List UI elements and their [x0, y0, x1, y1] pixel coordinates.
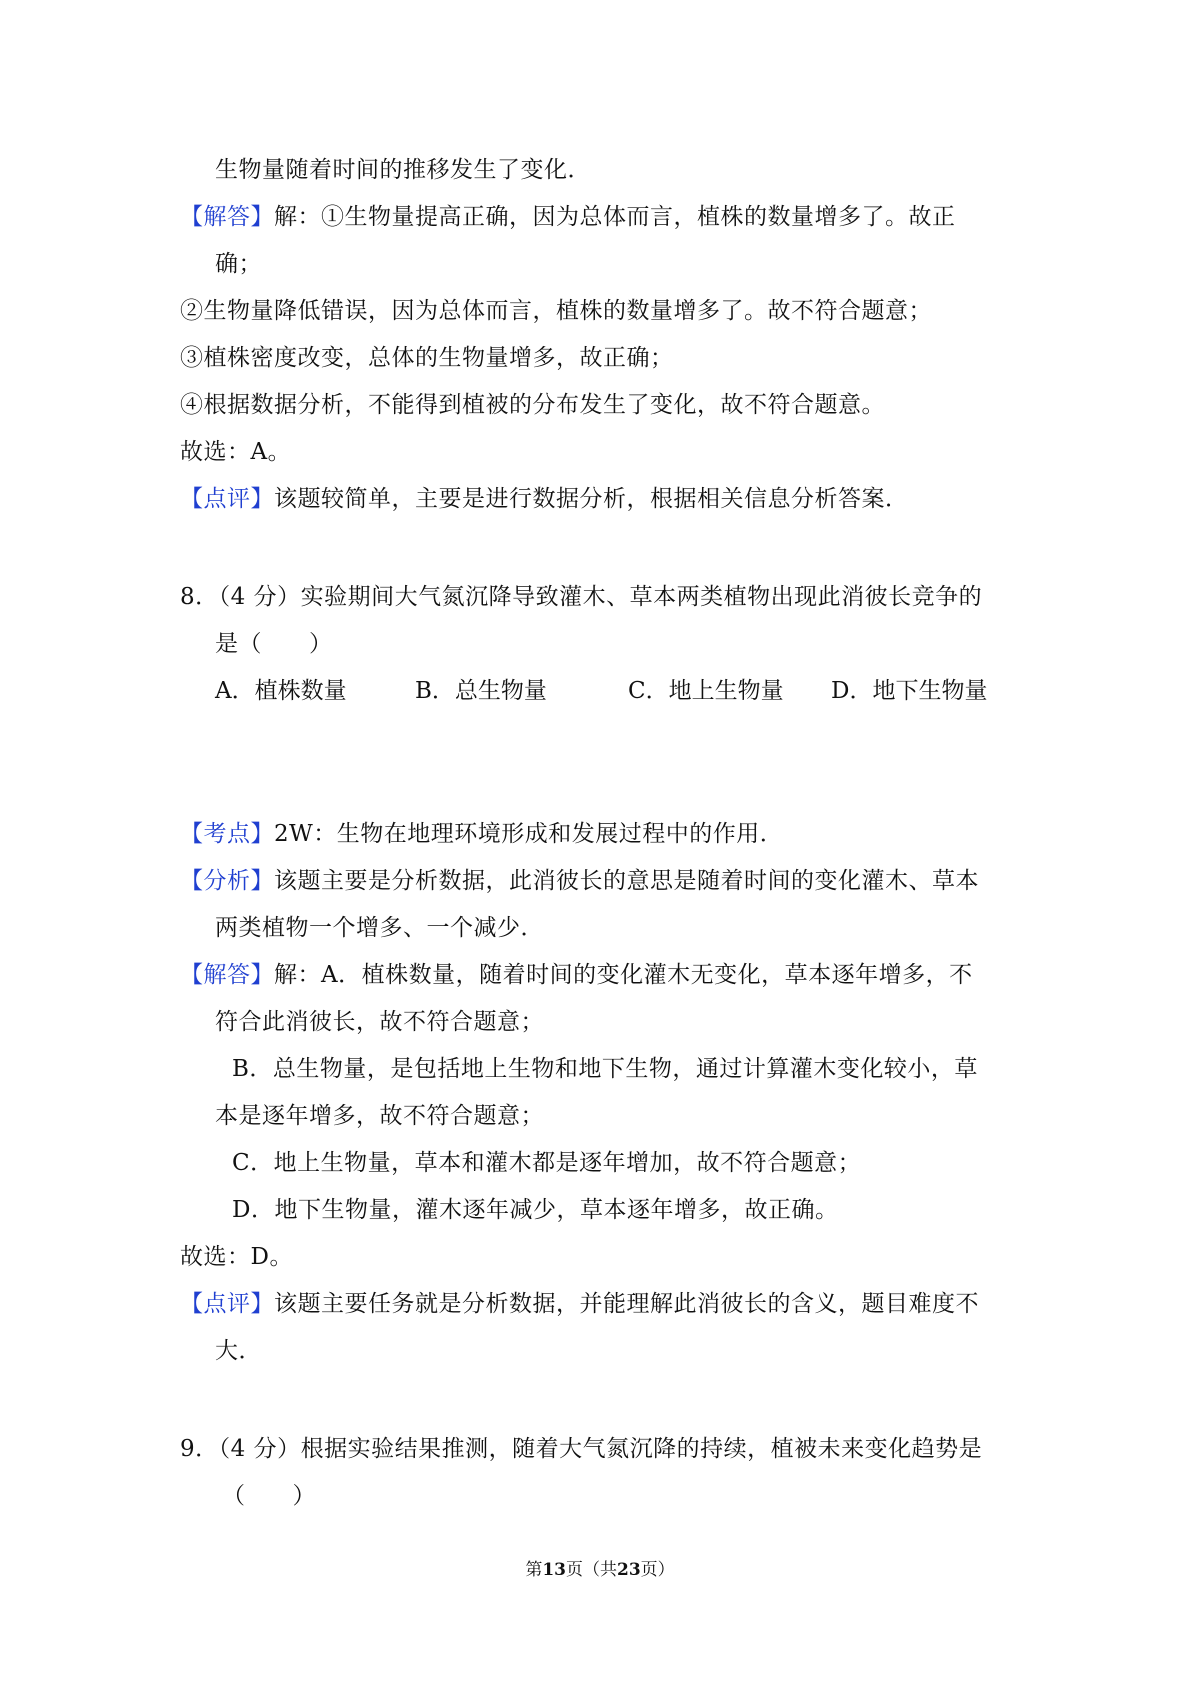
answer-tag: 【解答】	[180, 204, 274, 230]
answer-text: 确；	[215, 251, 262, 277]
comment-text: 大．	[215, 1338, 262, 1364]
footer-page-number: 13	[542, 1560, 566, 1580]
answer-line	[180, 388, 885, 422]
answer-line	[180, 294, 932, 328]
question-text: （ ）	[222, 1483, 316, 1509]
analysis-text: 生物量随着时间的推移发生了变化．	[215, 157, 591, 183]
footer-total-pages: 23	[617, 1560, 641, 1580]
answer-line	[180, 958, 973, 992]
comment-line	[180, 1287, 979, 1321]
comment-line	[215, 1334, 262, 1368]
question-9-stem	[180, 1432, 982, 1466]
comment-line	[180, 482, 909, 516]
question-text: 8．（4 分）实验期间大气氮沉降导致灌木、草本两类植物出现此消彼长竞争的	[180, 584, 983, 610]
option-b: B．总生物量	[415, 678, 547, 704]
question-text: 是（ ）	[215, 631, 333, 657]
comment-text: 该题较简单，主要是进行数据分析，根据相关信息分析答案．	[274, 486, 909, 512]
answer-text: D．地下生物量，灌木逐年减少，草本逐年增多，故正确。	[232, 1197, 839, 1223]
question-text: 9．（4 分）根据实验结果推测，随着大气氮沉降的持续，植被未来变化趋势是	[180, 1436, 983, 1462]
answer-text: ③植株密度改变，总体的生物量增多，故正确；	[180, 345, 674, 371]
answer-line	[215, 1005, 544, 1039]
answer-line	[180, 341, 674, 375]
answer-line	[232, 1052, 978, 1086]
footer-suffix: 页）	[640, 1560, 675, 1580]
choice-line	[180, 1240, 293, 1274]
fenxi-text: 两类植物一个增多、一个减少．	[215, 915, 544, 941]
footer-middle: 页（共	[566, 1560, 617, 1580]
answer-line	[180, 200, 956, 234]
analysis-continuation	[215, 153, 591, 187]
question-8-stem	[215, 627, 333, 661]
answer-text: 解：①生物量提高正确，因为总体而言，植株的数量增多了。故正	[274, 204, 956, 230]
footer-prefix: 第	[525, 1560, 543, 1580]
choice-text: 故选：A。	[180, 439, 292, 465]
fenxi-line	[215, 911, 544, 945]
page-footer	[0, 1558, 1200, 1582]
choice-line	[180, 435, 291, 469]
option-c: C．地上生物量	[628, 678, 784, 704]
answer-text: ②生物量降低错误，因为总体而言，植株的数量增多了。故不符合题意；	[180, 298, 932, 324]
answer-text: B．总生物量，是包括地上生物和地下生物，通过计算灌木变化较小，草	[232, 1056, 978, 1082]
answer-line	[232, 1146, 861, 1180]
answer-line	[215, 247, 262, 281]
question-9-stem	[222, 1479, 316, 1513]
fenxi-text: 该题主要是分析数据，此消彼长的意思是随着时间的变化灌木、草本	[274, 868, 979, 894]
question-8-stem	[180, 580, 982, 614]
kaodian-tag: 【考点】	[180, 821, 274, 847]
answer-text: ④根据数据分析，不能得到植被的分布发生了变化，故不符合题意。	[180, 392, 885, 418]
answer-text: 解：A．植株数量，随着时间的变化灌木无变化，草本逐年增多，不	[274, 962, 973, 988]
comment-text: 该题主要任务就是分析数据，并能理解此消彼长的含义，题目难度不	[274, 1291, 979, 1317]
answer-line	[215, 1099, 544, 1133]
fenxi-line	[180, 864, 979, 898]
comment-tag: 【点评】	[180, 486, 274, 512]
fenxi-tag: 【分析】	[180, 868, 274, 894]
kaodian-text: 2W：生物在地理环境形成和发展过程中的作用．	[274, 821, 784, 847]
option-d: D．地下生物量	[831, 678, 988, 704]
choice-text: 故选：D。	[180, 1244, 293, 1270]
kaodian-line	[180, 817, 783, 851]
answer-text: 符合此消彼长，故不符合题意；	[215, 1009, 544, 1035]
answer-text: 本是逐年增多，故不符合题意；	[215, 1103, 544, 1129]
answer-tag: 【解答】	[180, 962, 274, 988]
answer-text: C．地上生物量，草本和灌木都是逐年增加，故不符合题意；	[232, 1150, 862, 1176]
answer-line	[232, 1193, 838, 1227]
option-a: A．植株数量	[215, 678, 347, 704]
comment-tag: 【点评】	[180, 1291, 274, 1317]
